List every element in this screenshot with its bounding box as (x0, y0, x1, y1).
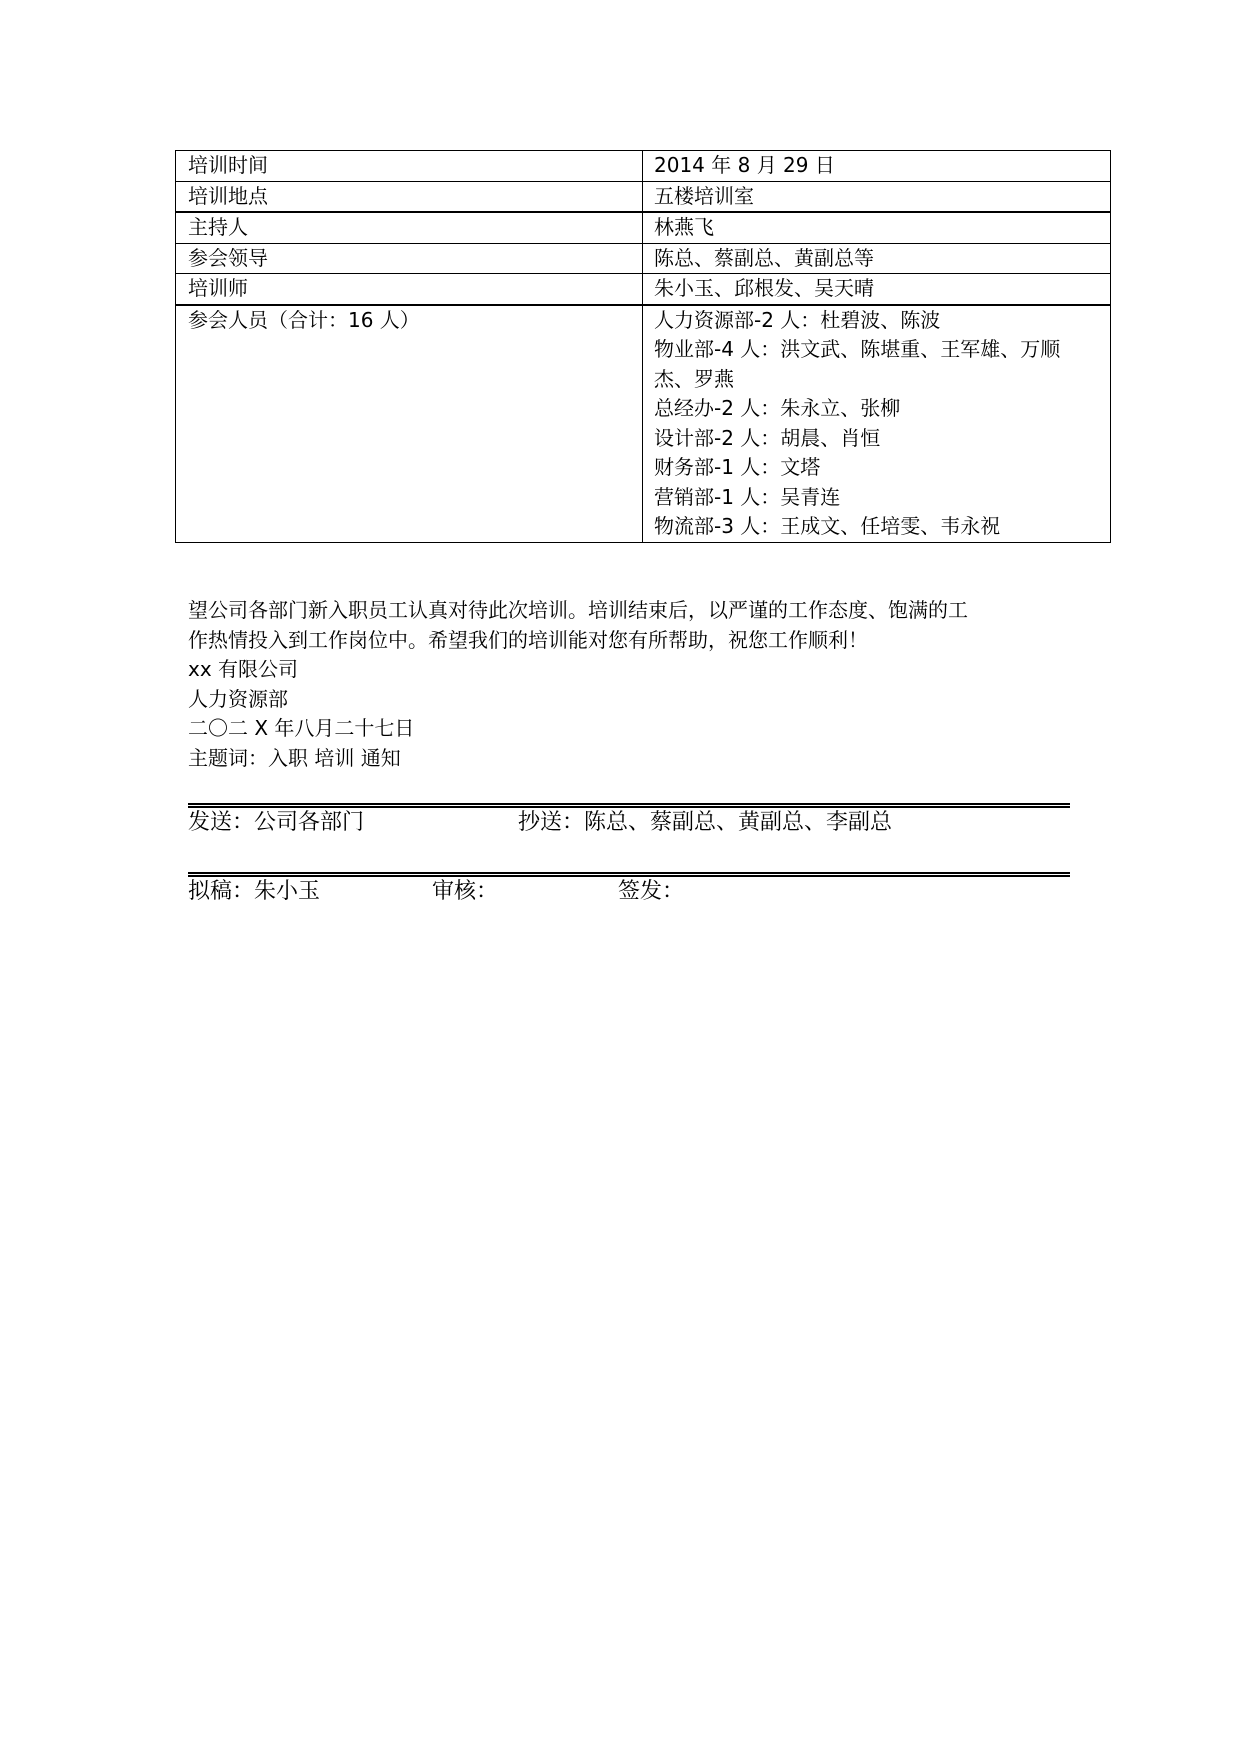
attendee-line: 财务部-1 人：文塔 (654, 455, 821, 479)
row-value: 五楼培训室 (643, 181, 1111, 212)
row-label: 培训地点 (176, 181, 643, 212)
row-label: 参会领导 (176, 243, 643, 274)
attendee-line: 人力资源部-2 人：杜碧波、陈波 (654, 307, 941, 332)
paragraph-line: 作热情投入到工作岗位中。希望我们的培训能对您有所帮助，祝您工作顺利！ (188, 627, 868, 652)
row-label: 培训时间 (176, 151, 643, 182)
row-value: 陈总、蔡副总、黄副总等 (643, 243, 1111, 274)
attendees-label: 参会人员（合计：16 人） (176, 305, 643, 543)
attendee-line: 杰、罗燕 (654, 366, 734, 391)
row-value: 林燕飞 (643, 212, 1111, 243)
attendee-line: 设计部-2 人：胡晨、肖恒 (654, 425, 881, 450)
notice-paragraph (188, 596, 1068, 773)
attendee-line: 物流部-3 人：王成文、任培雯、韦永祝 (654, 514, 1001, 538)
table-row-attendees (176, 305, 1111, 543)
row-label: 培训师 (176, 274, 643, 305)
issue-date: 二〇二 X 年八月二十七日 (188, 716, 415, 740)
row-value: 朱小玉、邱根发、吴天晴 (643, 274, 1111, 305)
table-row (176, 151, 1111, 182)
attendee-line: 营销部-1 人：吴青连 (654, 484, 841, 509)
carbon-copy: 抄送：陈总、蔡副总、黄副总、李副总 (518, 810, 893, 835)
reviewer: 审核： (432, 879, 499, 904)
table-row (176, 212, 1111, 243)
paragraph-line: 望公司各部门新入职员工认真对待此次培训。培训结束后，以严谨的工作态度、饱满的工 (188, 598, 968, 622)
row-value: 2014 年 8 月 29 日 (643, 151, 1111, 182)
table-row (176, 181, 1111, 212)
keywords: 主题词：入职 培训 通知 (188, 745, 401, 770)
table-row (176, 274, 1111, 305)
drafter: 拟稿：朱小玉 (188, 879, 321, 904)
attendee-line: 物业部-4 人：洪文武、陈堪重、王军雄、万顺 (654, 337, 1061, 361)
training-info-table (175, 150, 1111, 543)
attendees-list (643, 305, 1111, 543)
company-name: xx 有限公司 (188, 657, 299, 681)
send-to: 发送：公司各部门 (188, 810, 365, 835)
row-label: 主持人 (176, 212, 643, 243)
table-row (176, 243, 1111, 274)
issuer: 签发： (618, 879, 685, 904)
department-name: 人力资源部 (188, 686, 288, 711)
attendee-line: 总经办-2 人：朱永立、张柳 (654, 396, 901, 420)
